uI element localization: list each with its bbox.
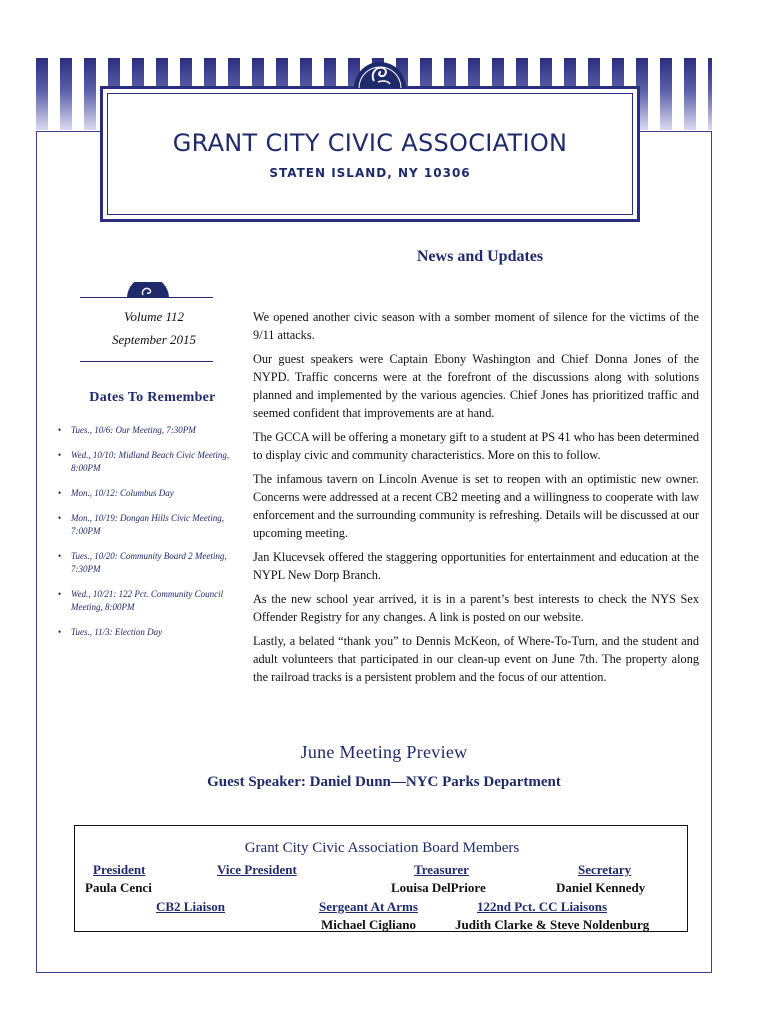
article-paragraph: Jan Klucevsek offered the staggering opportunities for entertainment and education at the NYPL New Dorp Branch. bbox=[253, 550, 699, 582]
vice-president-label: Vice President bbox=[217, 862, 297, 877]
bullet-glyph: • bbox=[58, 425, 62, 435]
article-paragraph: As the new school year arrived, it is in a parent’s best interests to check the NYS Sex Offender Registry for any changes. A link is posted on our website. bbox=[253, 592, 699, 624]
article-paragraph: Our guest speakers were Captain Ebony Washington and Chief Donna Jones of the NYPD. Traffic concerns were at the forefront of the discussions along with solutions planned and implemented by the various agencies. Chief Jones has prioritized traffic and seemed confident that improvements are at hand. bbox=[253, 352, 699, 420]
board-title: Grant City Civic Association Board Members bbox=[244, 840, 520, 856]
volume-number: Volume 112 bbox=[123, 309, 185, 324]
bullet-glyph: • bbox=[58, 488, 62, 498]
pct-liaisons-label: 122nd Pct. CC Liaisons bbox=[477, 899, 608, 914]
date-text: Wed., 10/10: Midland Beach Civic Meeting, 8:00PM bbox=[71, 450, 230, 473]
issue-date: September 2015 bbox=[111, 332, 197, 347]
list-item bbox=[58, 626, 240, 639]
date-text: Mon., 10/12: Columbus Day bbox=[71, 488, 174, 498]
article-paragraph: Lastly, a belated “thank you” to Dennis McKeon, of Where-To-Turn, and the student and adult volunteers that participated in our clean-up event on June 7th. The property along the railroad tracks is a persistent problem and the focus of our attention. bbox=[253, 634, 699, 684]
header-stripe bbox=[60, 58, 72, 130]
president-name: Paula Cenci bbox=[85, 880, 152, 895]
emblem-icon bbox=[350, 48, 410, 88]
page-title: GRANT CITY CIVIC ASSOCIATION bbox=[172, 129, 568, 157]
title-box bbox=[100, 86, 640, 222]
news-article bbox=[253, 308, 699, 692]
sergeant-at-arms-name: Michael Cigliano bbox=[321, 917, 416, 932]
news-heading: News and Updates bbox=[416, 248, 544, 265]
header-stripe bbox=[684, 58, 696, 130]
dates-heading: Dates To Remember bbox=[89, 390, 216, 405]
cb2-liaison-label: CB2 Liaison bbox=[156, 899, 225, 914]
dates-list bbox=[58, 424, 240, 651]
list-item bbox=[58, 487, 240, 500]
bullet-glyph: • bbox=[58, 551, 62, 561]
guest-speaker: Guest Speaker: Daniel Dunn—NYC Parks Department bbox=[207, 774, 561, 790]
bullet-glyph: • bbox=[58, 450, 62, 460]
list-item bbox=[58, 449, 240, 475]
list-item bbox=[58, 512, 240, 538]
article-paragraph: The GCCA will be offering a monetary gift to a student at PS 41 who has been determined to display civic and community characteristics. More on this to follow. bbox=[253, 430, 699, 462]
bullet-glyph: • bbox=[58, 627, 62, 637]
president-label: President bbox=[93, 862, 146, 877]
bullet-glyph: • bbox=[58, 589, 62, 599]
board-members-box bbox=[74, 825, 688, 932]
article-paragraph: We opened another civic season with a somber moment of silence for the victims of the 9/11 attacks. bbox=[253, 310, 699, 342]
sidebar-emblem-icon bbox=[125, 282, 171, 298]
header-stripe bbox=[708, 58, 712, 130]
date-text: Mon., 10/19: Dongan Hills Civic Meeting, 7:00PM bbox=[71, 513, 224, 536]
date-text: Tues., 10/6: Our Meeting, 7:30PM bbox=[71, 425, 196, 435]
article-paragraph: The infamous tavern on Lincoln Avenue is set to reopen with an optimistic new owner. Concerns were addressed at a recent CB2 meeting and a willingness to cooperate with law enforcement and the surrounding community is refreshing. Details will be discussed at our upcoming meeting. bbox=[253, 472, 699, 540]
secretary-label: Secretary bbox=[578, 862, 632, 877]
secretary-name: Daniel Kennedy bbox=[556, 880, 646, 895]
header-stripe bbox=[84, 58, 96, 130]
date-text: Tues., 10/20: Community Board 2 Meeting, 7:30PM bbox=[71, 551, 227, 574]
sidebar-rule-top bbox=[80, 297, 213, 298]
page-subtitle: STATEN ISLAND, NY 10306 bbox=[269, 166, 471, 180]
date-text: Wed., 10/21: 122 Pct. Community Council Meeting, 8:00PM bbox=[71, 589, 224, 612]
june-meeting-heading: June Meeting Preview bbox=[300, 742, 468, 762]
list-item bbox=[58, 424, 240, 437]
header-stripe bbox=[660, 58, 672, 130]
header-stripe bbox=[36, 58, 48, 130]
treasurer-name: Louisa DelPriore bbox=[391, 880, 486, 895]
treasurer-label: Treasurer bbox=[414, 862, 469, 877]
list-item bbox=[58, 550, 240, 576]
list-item bbox=[58, 588, 240, 614]
pct-liaisons-names: Judith Clarke & Steve Noldenburg bbox=[455, 917, 650, 932]
sidebar-rule-bottom bbox=[80, 361, 213, 362]
sergeant-at-arms-label: Sergeant At Arms bbox=[319, 899, 418, 914]
bullet-glyph: • bbox=[58, 513, 62, 523]
date-text: Tues., 11/3: Election Day bbox=[71, 627, 163, 637]
